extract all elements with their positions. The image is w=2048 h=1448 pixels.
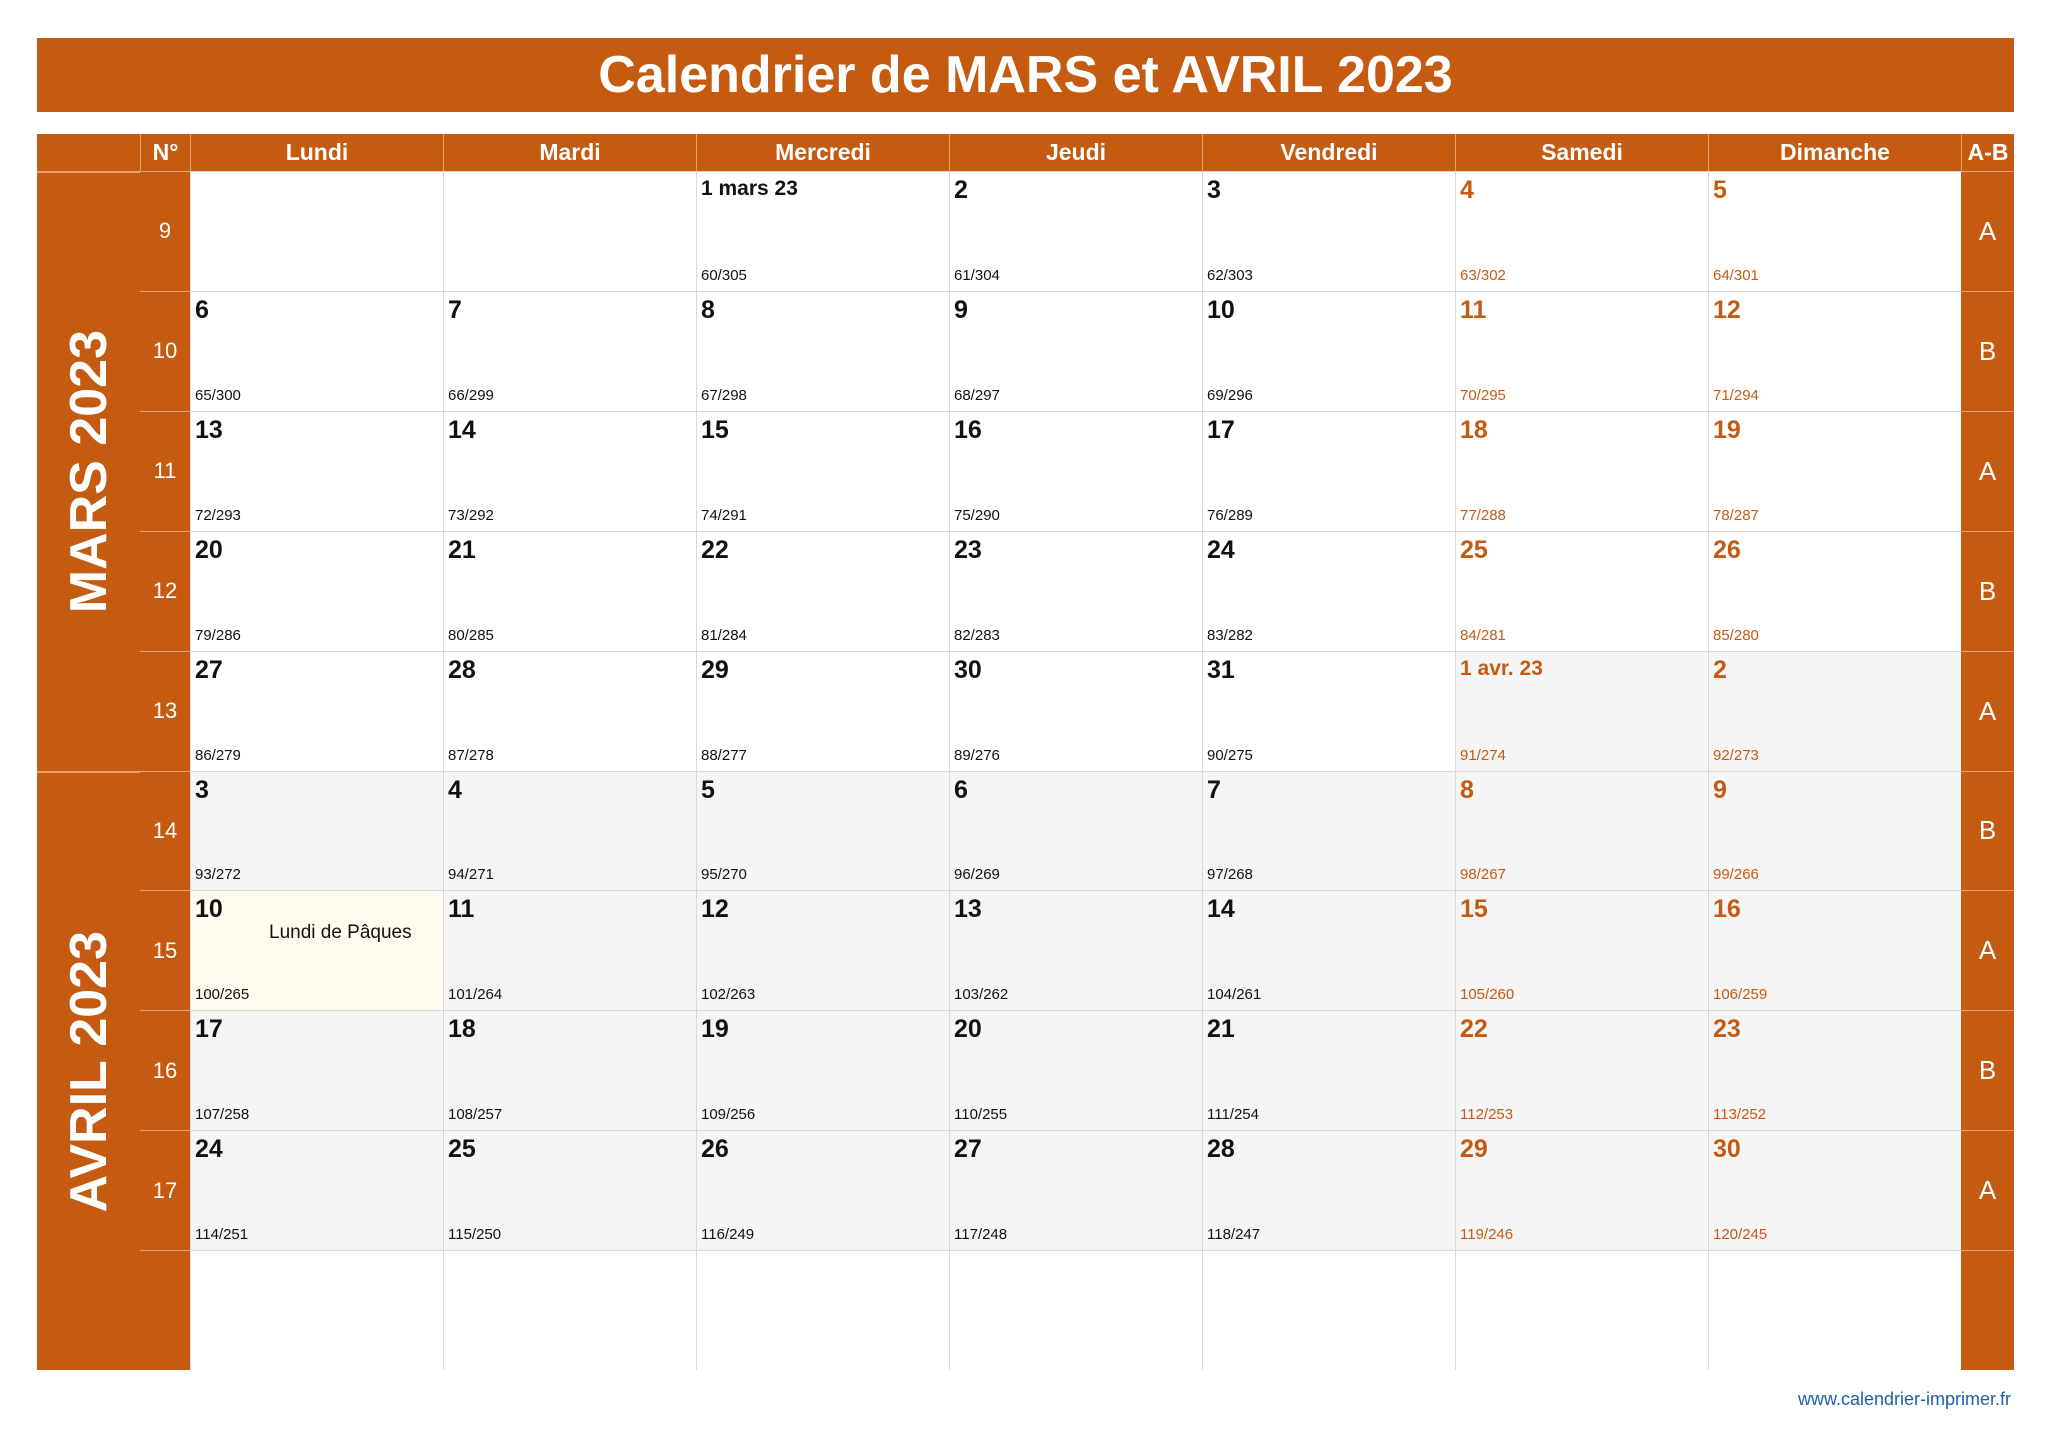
day-number: 30	[954, 655, 982, 684]
day-cell	[949, 651, 1202, 771]
day-cell	[443, 890, 696, 1010]
day-of-year: 83/282	[1207, 626, 1253, 644]
day-number: 19	[701, 1015, 729, 1044]
day-number: 21	[1207, 1015, 1235, 1044]
day-cell	[1708, 531, 1961, 651]
day-of-year: 78/287	[1713, 506, 1759, 524]
day-cell	[1708, 411, 1961, 531]
day-number: 1 mars 23	[701, 177, 798, 200]
day-number: 14	[1207, 895, 1235, 924]
day-of-year: 109/256	[701, 1106, 756, 1124]
day-of-year: 64/301	[1713, 266, 1759, 284]
day-cell	[949, 1130, 1202, 1250]
day-cell	[190, 291, 443, 411]
empty-day-cell	[949, 1250, 1202, 1370]
day-cell	[1455, 171, 1708, 291]
day-cell	[1455, 651, 1708, 771]
week-number: 14	[140, 771, 190, 891]
day-number: 31	[1207, 655, 1235, 684]
day-of-year: 115/250	[448, 1226, 502, 1244]
week-ab: A	[1961, 651, 2014, 771]
week-number: 10	[140, 291, 190, 411]
day-of-year: 117/248	[954, 1226, 1008, 1244]
day-number: 7	[1207, 775, 1221, 804]
day-of-year: 116/249	[701, 1226, 755, 1244]
day-cell	[696, 531, 949, 651]
day-number: 29	[701, 655, 729, 684]
day-number: 23	[954, 535, 982, 564]
day-cell	[1202, 411, 1455, 531]
day-number: 17	[195, 1015, 223, 1044]
day-of-year: 112/253	[1460, 1106, 1514, 1124]
day-number: 16	[954, 415, 982, 444]
day-cell	[190, 651, 443, 771]
day-of-year: 111/254	[1207, 1106, 1259, 1124]
day-of-year: 93/272	[195, 866, 241, 884]
header-week-number: N°	[140, 134, 190, 171]
day-cell	[1708, 1010, 1961, 1130]
day-of-year: 70/295	[1460, 386, 1506, 404]
day-number: 13	[954, 895, 982, 924]
day-number: 20	[195, 535, 223, 564]
day-cell	[696, 890, 949, 1010]
calendar-grid	[37, 134, 2014, 1370]
day-number: 11	[1460, 295, 1487, 324]
day-number: 22	[1460, 1015, 1488, 1044]
day-cell	[1202, 1010, 1455, 1130]
day-number: 6	[195, 295, 209, 324]
week-ab: B	[1961, 771, 2014, 891]
day-of-year: 113/252	[1713, 1106, 1767, 1124]
day-of-year: 103/262	[954, 986, 1009, 1004]
day-of-year: 119/246	[1460, 1226, 1514, 1244]
empty-day-cell	[443, 171, 696, 291]
day-of-year: 63/302	[1460, 266, 1506, 284]
header-mardi: Mardi	[443, 134, 696, 171]
day-of-year: 74/291	[701, 506, 747, 524]
day-number: 2	[954, 176, 968, 204]
day-number: 15	[701, 415, 729, 444]
day-number: 26	[1713, 535, 1741, 564]
week-ab: A	[1961, 171, 2014, 291]
day-of-year: 91/274	[1460, 746, 1506, 764]
day-number: 29	[1460, 1135, 1488, 1164]
day-number: 24	[1207, 535, 1235, 564]
day-number: 23	[1713, 1015, 1741, 1044]
week-number: 15	[140, 890, 190, 1010]
day-number: 17	[1207, 415, 1235, 444]
day-number: 8	[701, 295, 715, 324]
day-of-year: 79/286	[195, 626, 241, 644]
day-of-year: 118/247	[1207, 1226, 1261, 1244]
day-cell	[1202, 171, 1455, 291]
website-link[interactable]: www.calendrier-imprimer.fr	[1797, 1389, 2011, 1409]
day-cell	[443, 291, 696, 411]
day-of-year: 66/299	[448, 386, 494, 404]
empty-day-cell	[696, 1250, 949, 1370]
day-of-year: 88/277	[701, 746, 747, 764]
day-of-year: 95/270	[701, 866, 747, 884]
day-cell	[1455, 531, 1708, 651]
day-of-year: 98/267	[1460, 866, 1506, 884]
day-of-year: 107/258	[195, 1106, 250, 1124]
day-of-year: 87/278	[448, 746, 494, 764]
day-of-year: 75/290	[954, 506, 1000, 524]
day-cell	[696, 1010, 949, 1130]
month-label	[37, 171, 140, 771]
header-samedi: Samedi	[1455, 134, 1708, 171]
day-number: 10	[1207, 295, 1235, 324]
day-of-year: 120/245	[1713, 1226, 1768, 1244]
day-number: 1 avr. 23	[1460, 656, 1543, 680]
day-of-year: 96/269	[954, 866, 1000, 884]
day-of-year: 71/294	[1713, 386, 1759, 404]
week-number: 12	[140, 531, 190, 651]
day-of-year: 104/261	[1207, 986, 1262, 1004]
day-cell	[1455, 771, 1708, 891]
day-number: 7	[448, 295, 462, 324]
day-number: 15	[1460, 895, 1488, 924]
week-ab: B	[1961, 531, 2014, 651]
day-number: 19	[1713, 415, 1741, 444]
day-of-year: 62/303	[1207, 266, 1253, 284]
day-of-year: 94/271	[448, 866, 494, 884]
day-number: 18	[448, 1015, 476, 1044]
day-of-year: 68/297	[954, 386, 1000, 404]
header-jeudi: Jeudi	[949, 134, 1202, 171]
week-number: 9	[140, 171, 190, 291]
day-of-year: 77/288	[1460, 506, 1506, 524]
day-number: 28	[1207, 1135, 1235, 1164]
day-number: 12	[1713, 295, 1741, 324]
page-title: Calendrier de MARS et AVRIL 2023	[37, 38, 2014, 112]
day-cell	[1708, 890, 1961, 1010]
day-number: 27	[195, 655, 223, 684]
header-corner	[37, 134, 140, 171]
day-of-year: 61/304	[954, 266, 1000, 284]
day-number: 25	[1460, 535, 1488, 564]
day-cell	[949, 771, 1202, 891]
week-ab: B	[1961, 291, 2014, 411]
day-number: 24	[195, 1135, 223, 1164]
day-of-year: 92/273	[1713, 746, 1759, 764]
day-cell	[1455, 890, 1708, 1010]
day-cell	[949, 531, 1202, 651]
day-number: 13	[195, 415, 223, 444]
week-number: 16	[140, 1010, 190, 1130]
header-ab: A-B	[1961, 134, 2014, 171]
day-cell	[1455, 291, 1708, 411]
day-number: 25	[448, 1135, 476, 1164]
day-cell	[949, 291, 1202, 411]
day-cell	[1202, 1130, 1455, 1250]
day-of-year: 100/265	[195, 986, 250, 1004]
day-of-year: 60/305	[701, 266, 747, 284]
day-of-year: 72/293	[195, 506, 241, 524]
day-number: 2	[1713, 655, 1727, 684]
month-label-text: AVRIL 2023	[59, 930, 118, 1212]
day-of-year: 108/257	[448, 1106, 503, 1124]
week-ab: A	[1961, 890, 2014, 1010]
header-vendredi: Vendredi	[1202, 134, 1455, 171]
day-number: 5	[1713, 176, 1727, 204]
day-number: 11	[448, 895, 475, 924]
day-cell	[443, 771, 696, 891]
day-number: 14	[448, 415, 476, 444]
header-lundi: Lundi	[190, 134, 443, 171]
day-of-year: 102/263	[701, 986, 756, 1004]
day-number: 3	[195, 775, 209, 804]
day-of-year: 65/300	[195, 386, 241, 404]
day-cell	[696, 651, 949, 771]
day-cell	[696, 411, 949, 531]
day-of-year: 85/280	[1713, 626, 1759, 644]
empty-day-cell	[443, 1250, 696, 1370]
week-number: 11	[140, 411, 190, 531]
day-cell	[949, 890, 1202, 1010]
day-of-year: 84/281	[1460, 626, 1506, 644]
day-number: 22	[701, 535, 729, 564]
day-number: 20	[954, 1015, 982, 1044]
week-number	[140, 1250, 190, 1370]
day-cell	[1708, 1130, 1961, 1250]
day-cell	[1708, 651, 1961, 771]
day-cell	[190, 531, 443, 651]
day-of-year: 101/264	[448, 986, 503, 1004]
day-number: 10	[195, 895, 223, 924]
holiday-label: Lundi de Pâques	[269, 922, 412, 944]
day-of-year: 86/279	[195, 746, 241, 764]
week-ab: A	[1961, 1130, 2014, 1250]
week-ab	[1961, 1250, 2014, 1370]
day-number: 12	[701, 895, 729, 924]
day-number: 21	[448, 535, 476, 564]
day-of-year: 82/283	[954, 626, 1000, 644]
day-of-year: 80/285	[448, 626, 494, 644]
day-cell	[1202, 291, 1455, 411]
day-of-year: 81/284	[701, 626, 747, 644]
day-of-year: 89/276	[954, 746, 1000, 764]
day-cell	[1455, 411, 1708, 531]
day-of-year: 106/259	[1713, 986, 1768, 1004]
day-cell	[190, 1130, 443, 1250]
day-cell	[1202, 771, 1455, 891]
day-of-year: 76/289	[1207, 506, 1253, 524]
day-cell	[443, 531, 696, 651]
day-cell	[190, 890, 443, 1010]
empty-day-cell	[190, 171, 443, 291]
day-number: 27	[954, 1135, 982, 1164]
day-number: 16	[1713, 895, 1741, 924]
day-cell	[949, 1010, 1202, 1130]
day-cell	[190, 771, 443, 891]
day-cell	[1708, 771, 1961, 891]
day-cell	[949, 411, 1202, 531]
header-mercredi: Mercredi	[696, 134, 949, 171]
day-of-year: 105/260	[1460, 986, 1515, 1004]
day-cell	[443, 651, 696, 771]
day-of-year: 69/296	[1207, 386, 1253, 404]
day-number: 5	[701, 775, 715, 804]
day-cell	[1202, 531, 1455, 651]
day-cell	[696, 171, 949, 291]
day-cell	[443, 1010, 696, 1130]
day-of-year: 99/266	[1713, 866, 1759, 884]
day-of-year: 110/255	[954, 1106, 1008, 1124]
day-number: 8	[1460, 775, 1474, 804]
day-number: 18	[1460, 415, 1488, 444]
day-number: 9	[1713, 775, 1727, 804]
day-number: 4	[1460, 176, 1474, 204]
day-of-year: 90/275	[1207, 746, 1253, 764]
day-cell	[1202, 651, 1455, 771]
day-number: 30	[1713, 1135, 1741, 1164]
day-number: 28	[448, 655, 476, 684]
day-number: 9	[954, 295, 968, 324]
day-of-year: 73/292	[448, 506, 494, 524]
empty-day-cell	[190, 1250, 443, 1370]
day-cell	[696, 291, 949, 411]
day-number: 3	[1207, 176, 1221, 204]
day-number: 26	[701, 1135, 729, 1164]
day-cell	[1708, 291, 1961, 411]
week-ab: B	[1961, 1010, 2014, 1130]
week-ab: A	[1961, 411, 2014, 531]
day-number: 4	[448, 775, 462, 804]
day-of-year: 114/251	[195, 1226, 249, 1244]
week-number: 13	[140, 651, 190, 771]
month-label-text: MARS 2023	[59, 330, 118, 614]
day-cell	[443, 411, 696, 531]
day-number: 6	[954, 775, 968, 804]
empty-day-cell	[1202, 1250, 1455, 1370]
day-cell	[949, 171, 1202, 291]
week-number: 17	[140, 1130, 190, 1250]
day-cell	[1708, 171, 1961, 291]
day-of-year: 67/298	[701, 386, 747, 404]
empty-day-cell	[1708, 1250, 1961, 1370]
day-cell	[190, 411, 443, 531]
day-cell	[696, 1130, 949, 1250]
month-label	[37, 771, 140, 1371]
day-cell	[696, 771, 949, 891]
day-cell	[1455, 1130, 1708, 1250]
day-cell	[443, 1130, 696, 1250]
empty-day-cell	[1455, 1250, 1708, 1370]
day-of-year: 97/268	[1207, 866, 1253, 884]
day-cell	[190, 1010, 443, 1130]
day-cell	[1202, 890, 1455, 1010]
day-cell	[1455, 1010, 1708, 1130]
header-dimanche: Dimanche	[1708, 134, 1961, 171]
